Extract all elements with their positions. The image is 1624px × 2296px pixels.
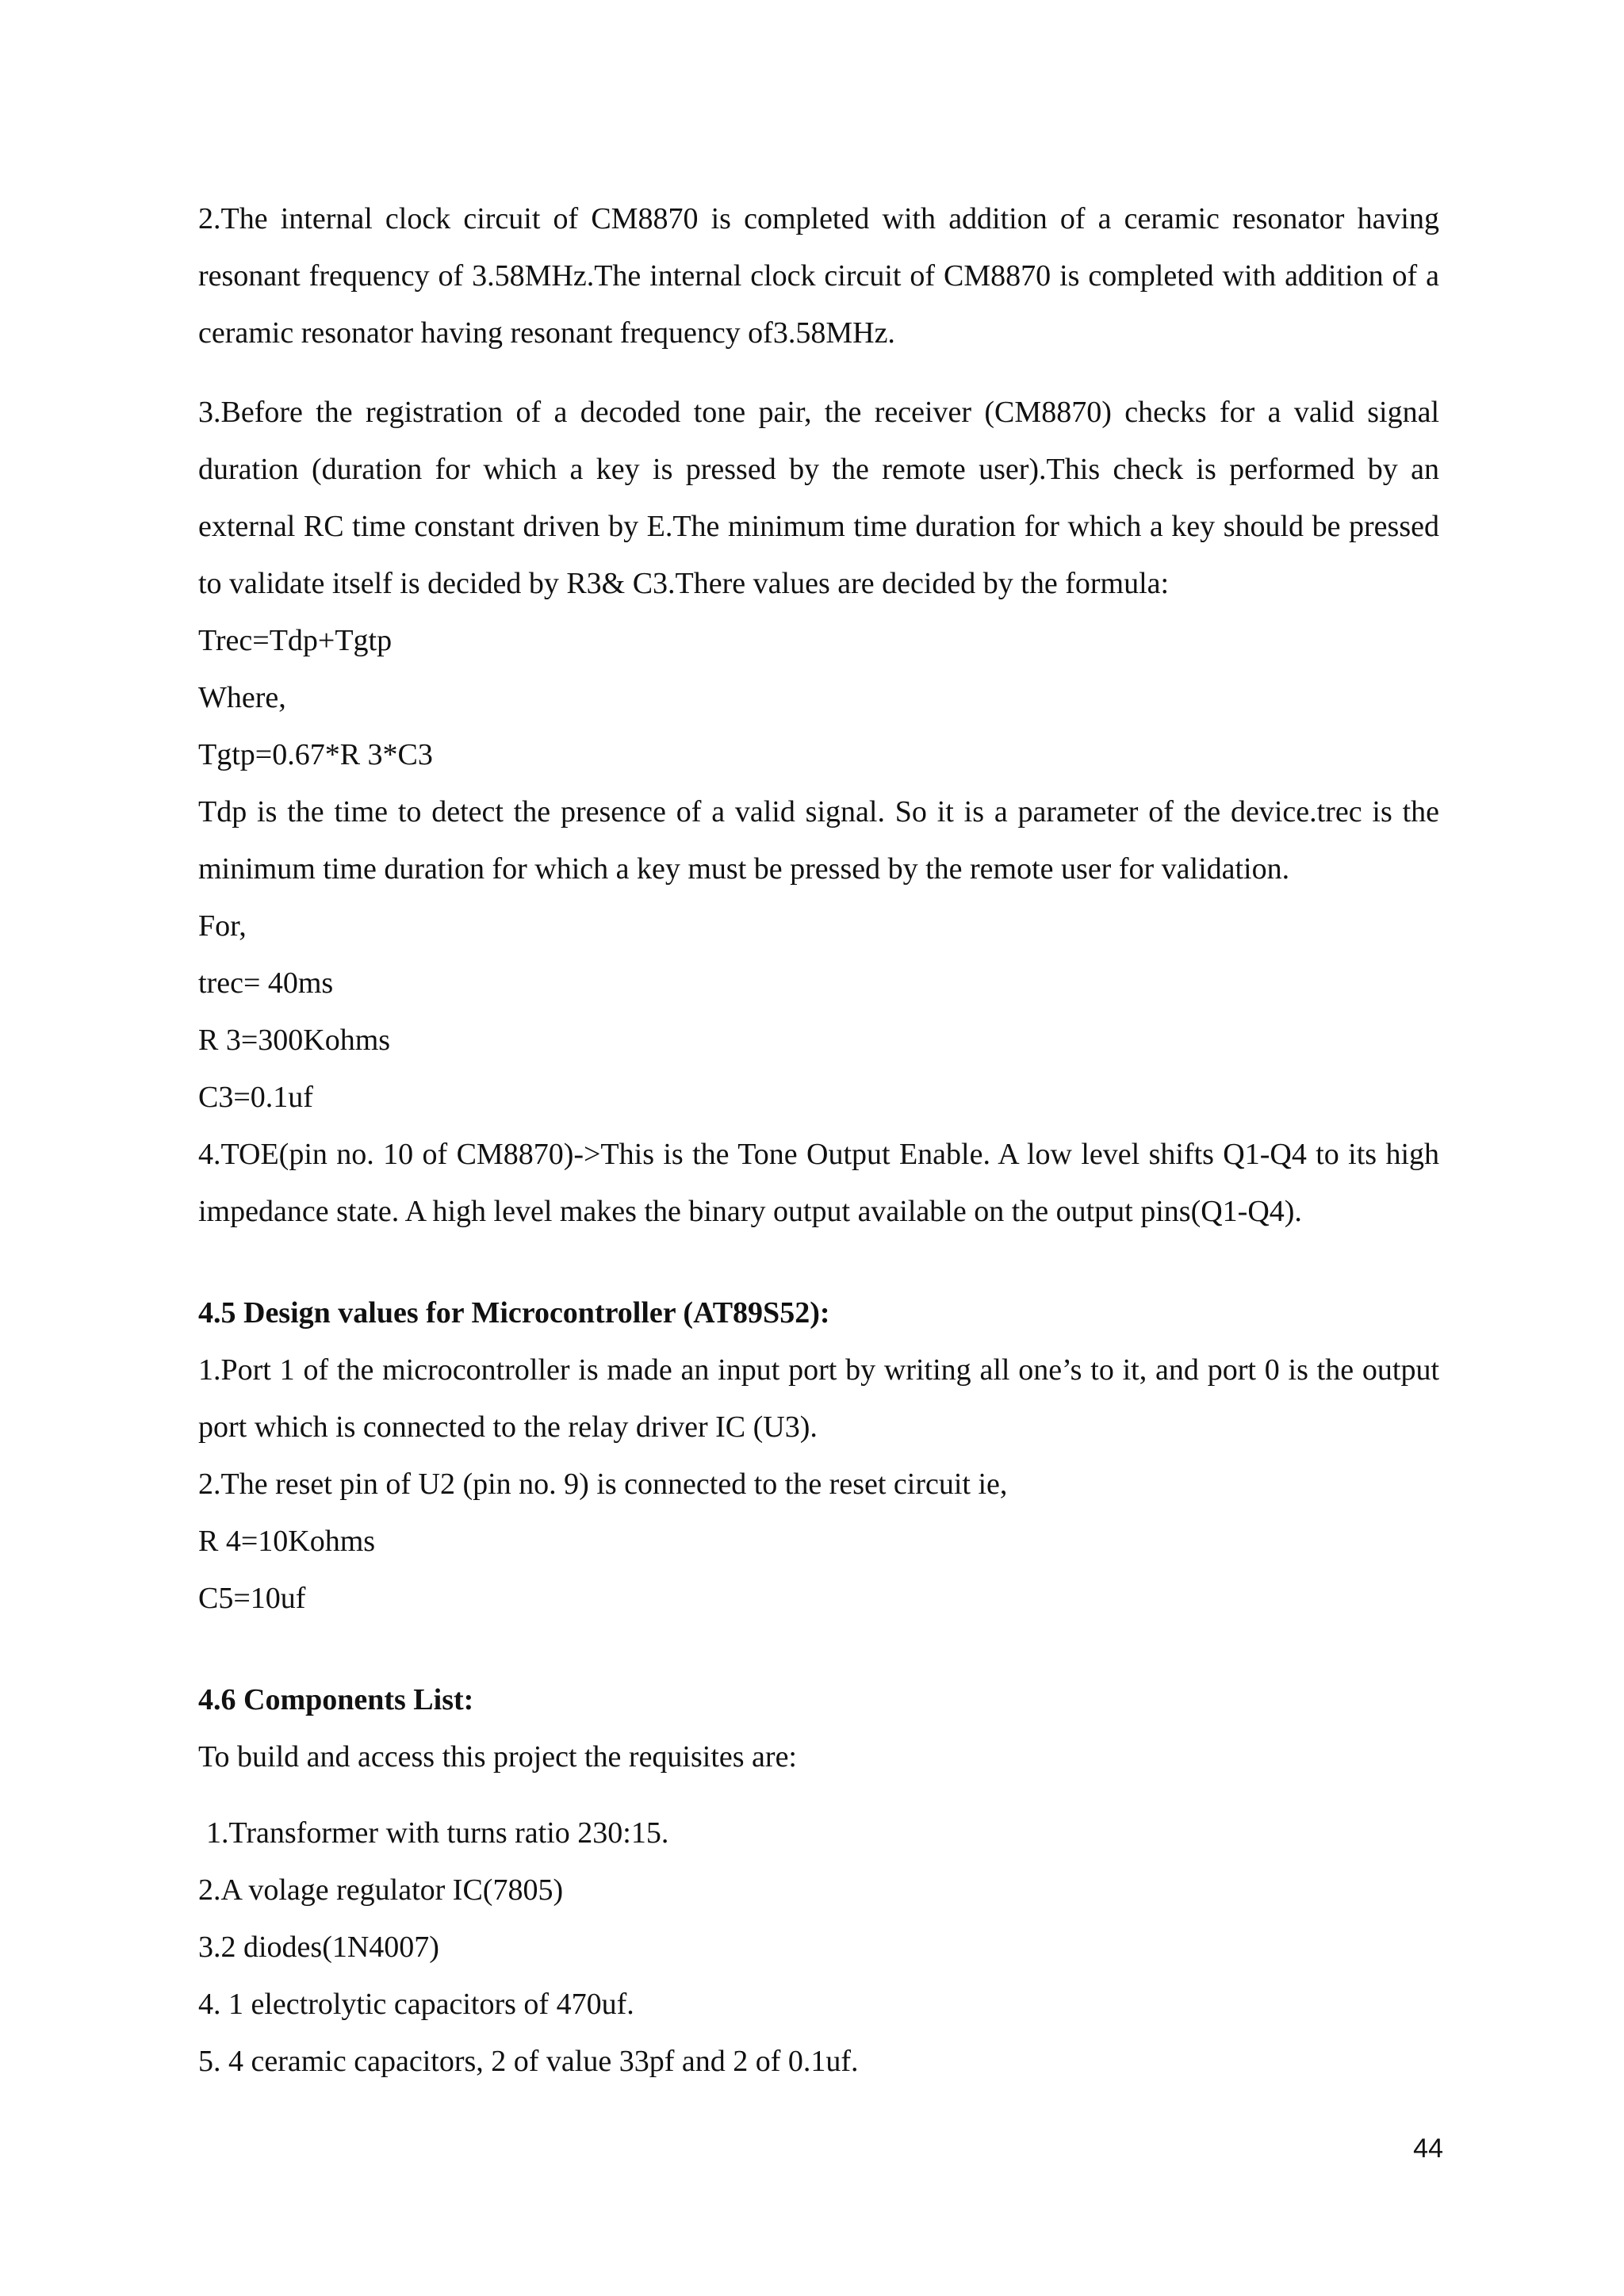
label-where: Where, xyxy=(198,681,286,714)
value-r3: R 3=300Kohms xyxy=(198,1024,391,1057)
list-item: 4. 1 electrolytic capacitors of 470uf. xyxy=(198,1988,634,2021)
formula-trec: Trec=Tdp+Tgtp xyxy=(198,624,393,657)
value-c3: C3=0.1uf xyxy=(198,1081,313,1114)
page-content xyxy=(198,190,1439,2090)
paragraph-clock-circuit: 2.The internal clock circuit of CM8870 is completed with addition of a ceramic resonator having resonant frequency of 3.58MHz.The internal clock circuit of CM8870 is completed with addition of a ceramic resonator having resonant frequency of3.58MHz. xyxy=(198,202,1439,350)
paragraph-reset-pin: 2.The reset pin of U2 (pin no. 9) is connected to the reset circuit ie, xyxy=(198,1468,1008,1501)
formula-tgtp: Tgtp=0.67*R 3*C3 xyxy=(198,738,433,771)
paragraph-toe: 4.TOE(pin no. 10 of CM8870)->This is the Tone Output Enable. A low level shifts Q1-Q4 to its high impedance state. A high level makes the binary output available on the output pins(Q1-Q4). xyxy=(198,1138,1439,1228)
value-trec: trec= 40ms xyxy=(198,966,334,1000)
section-spacer xyxy=(198,1627,1439,1671)
value-c5: C5=10uf xyxy=(198,1582,306,1615)
value-r4: R 4=10Kohms xyxy=(198,1525,376,1558)
page-number: 44 xyxy=(1413,2133,1443,2164)
paragraph-tdp-definition: Tdp is the time to detect the presence of a valid signal. So it is a parameter of the device.trec is the minimum time duration for which a key must be pressed by the remote user for validation. xyxy=(198,795,1439,886)
list-item: 2.A volage regulator IC(7805) xyxy=(198,1873,564,1907)
list-item: 3.2 diodes(1N4007) xyxy=(198,1931,439,1964)
list-item: 5. 4 ceramic capacitors, 2 of value 33pf and 2 of 0.1uf. xyxy=(198,2045,859,2078)
section-spacer xyxy=(198,1240,1439,1284)
label-for: For, xyxy=(198,909,247,943)
list-spacer xyxy=(198,1785,1439,1804)
paragraph-port-config: 1.Port 1 of the microcontroller is made an input port by writing all one’s to it, and port 0 is the output port which is connected to the relay driver IC (U3). xyxy=(198,1353,1439,1444)
heading-section-4-6: 4.6 Components List: xyxy=(198,1683,474,1716)
list-item: 1.Transformer with turns ratio 230:15. xyxy=(206,1816,669,1850)
paragraph-requisites-intro: To build and access this project the requisites are: xyxy=(198,1740,797,1774)
paragraph-signal-duration: 3.Before the registration of a decoded tone pair, the receiver (CM8870) checks for a valid signal duration (duration for which a key is pressed by the remote user).This check is performed by an external RC time constant driven by E.The minimum time duration for which a key should be pressed to validate itself is decided by R3& C3.There values are decided by the formula: xyxy=(198,396,1439,600)
heading-section-4-5: 4.5 Design values for Microcontroller (AT89S52): xyxy=(198,1296,830,1330)
components-list xyxy=(198,1804,1439,2090)
